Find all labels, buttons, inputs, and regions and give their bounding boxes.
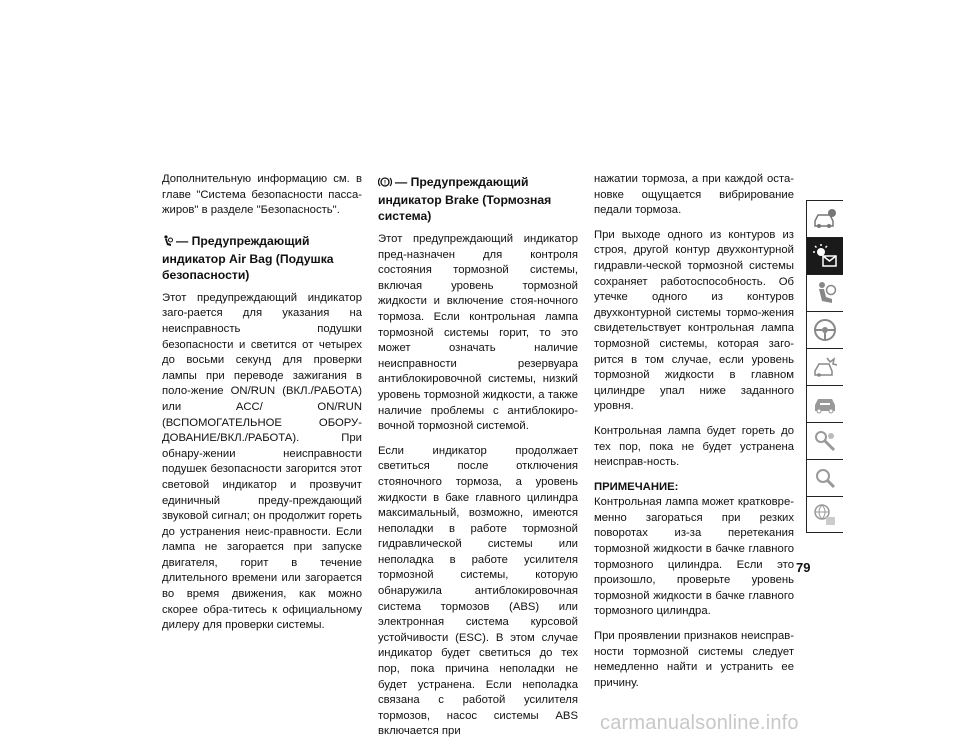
airbag-icon xyxy=(162,235,173,251)
note-text: Контрольная лампа может кратковре-менно загораться при резких поворотах из-за перетекания тормозной жидкости в бачке главного тормозного цилиндра. Если это произошло, проверьте уровень тормозной жидкости в бачке главного тормозного цилиндра. xyxy=(594,496,794,618)
tab-car-info[interactable] xyxy=(806,200,843,237)
language-icon xyxy=(812,502,838,528)
column-right xyxy=(594,172,794,700)
wrench-icon xyxy=(812,428,838,454)
airbag-paragraph: Этот предупреждающий индикатор заго-рается для указания на неисправность подушки безопасности и светится от четырех до восьми секунд для проверки лампы при переводе зажигания в поло-жение ON/RUN (ВКЛ./РАБОТА) или ACC/ ON/RUN (ВСПОМОГАТЕЛЬНОЕ ОБОРУ-ДОВАНИЕ/ВКЛ./РАБОТА). При обнару-жении неисправности подушек безопасности загорится этот световой индикатор и прозвучит единичный преду-преждающий звуковой сигнал; он продолжит гореть до устранения неис-правности. Если лампа не загорается при запуске двигателя, горит в течение длительного времени или загорается во время движения, как можно скорее обра-титесь к официальному дилеру для проверки системы. xyxy=(162,291,362,632)
tab-specs[interactable] xyxy=(806,422,843,459)
airbag-heading-text: — Предупреждающий индикатор Air Bag (Подушка безопасности) xyxy=(162,233,334,282)
brake-paragraph-5: Контрольная лампа будет гореть до тех пор, пока не будет устранена неисправ-ность. xyxy=(594,424,794,469)
section-tabs xyxy=(806,200,843,533)
svg-text:!: ! xyxy=(384,180,386,187)
warning-lights-icon xyxy=(811,243,839,269)
brake-warning-icon xyxy=(378,176,392,192)
note-title: ПРИМЕЧАНИЕ: xyxy=(594,480,679,493)
brake-paragraph-6: При проявлении признаков неисправ-ности тормозной системы следует немедленно найти и устранить ее причину. xyxy=(594,630,794,689)
column-middle xyxy=(378,174,578,749)
brake-heading-text: — Предупреждающий индикатор Brake (Тормозная система) xyxy=(378,175,552,223)
brake-paragraph-2: Если индикатор продолжает светиться после отключения стояночного тормоза, а уровень жидкости в баке главного цилиндра максимальный, возможно, имеются неполадки в работе тормозной гидравлической системы или неполадка в работе усилителя тормозной системы, которую обнаружила антиблокировочная система тормозов (ABS) или электронная система курсовой устойчивости (ESC). В этом случае индикатор будет светиться до тех пор, пока причина неполадки не будет устранена. Если неполадка связана с работой усилителя тормозов, насос системы ABS включается при xyxy=(378,444,578,738)
car-info-icon xyxy=(812,207,838,231)
brake-paragraph-1: Этот предупреждающий индикатор пред-назначен для контроля состояния тормозной системы, включая уровень тормозной жидкости и включение стоя-ночного тормоза. Если контрольная лампа тормозной системы горит, то это может означать наличие неисправности резервуара антиблокировочной системы, низкий уровень тормозной жидкости, а также наличие проблемы с антиблокиро-вочной тормозной системой. xyxy=(378,233,578,433)
crash-icon xyxy=(812,355,838,379)
watermark: carmanualsonline.info xyxy=(600,712,799,734)
page-number: 79 xyxy=(796,560,811,575)
brake-heading xyxy=(378,174,578,224)
airbag-icon xyxy=(812,280,838,306)
magnifier-icon xyxy=(812,465,838,491)
intro-paragraph: Дополнительную информацию см. в главе "Система безопасности пасса-жиров" в разделе "Безопасность". xyxy=(162,173,362,217)
airbag-heading xyxy=(162,233,362,283)
tab-driving[interactable] xyxy=(806,311,843,348)
column-left xyxy=(162,172,362,643)
tab-warning-lights[interactable] xyxy=(806,237,843,274)
brake-paragraph-3: нажатии тормоза, а при каждой оста-новке ощущается вибрирование педали тормоза. xyxy=(594,173,794,217)
steering-wheel-icon xyxy=(812,317,838,343)
tab-index[interactable] xyxy=(806,459,843,496)
tab-emergency[interactable] xyxy=(806,348,843,385)
tab-service[interactable] xyxy=(806,385,843,422)
brake-paragraph-4: При выходе одного из контуров из строя, другой контур двухконтурной гидравли-ческой тормозной системы сохраняет работоспособность. Об утечке одного из контуров двухконтурной системы тормо-жения свидетельствует контрольная лампа тормозной системы, которая заго-рится в том случае, если уровень тормозной жидкости в главном цилиндре упал ниже заданного уровня. xyxy=(594,228,794,413)
car-service-icon xyxy=(812,392,838,416)
tab-safety[interactable] xyxy=(806,274,843,311)
tab-language[interactable] xyxy=(806,496,843,533)
